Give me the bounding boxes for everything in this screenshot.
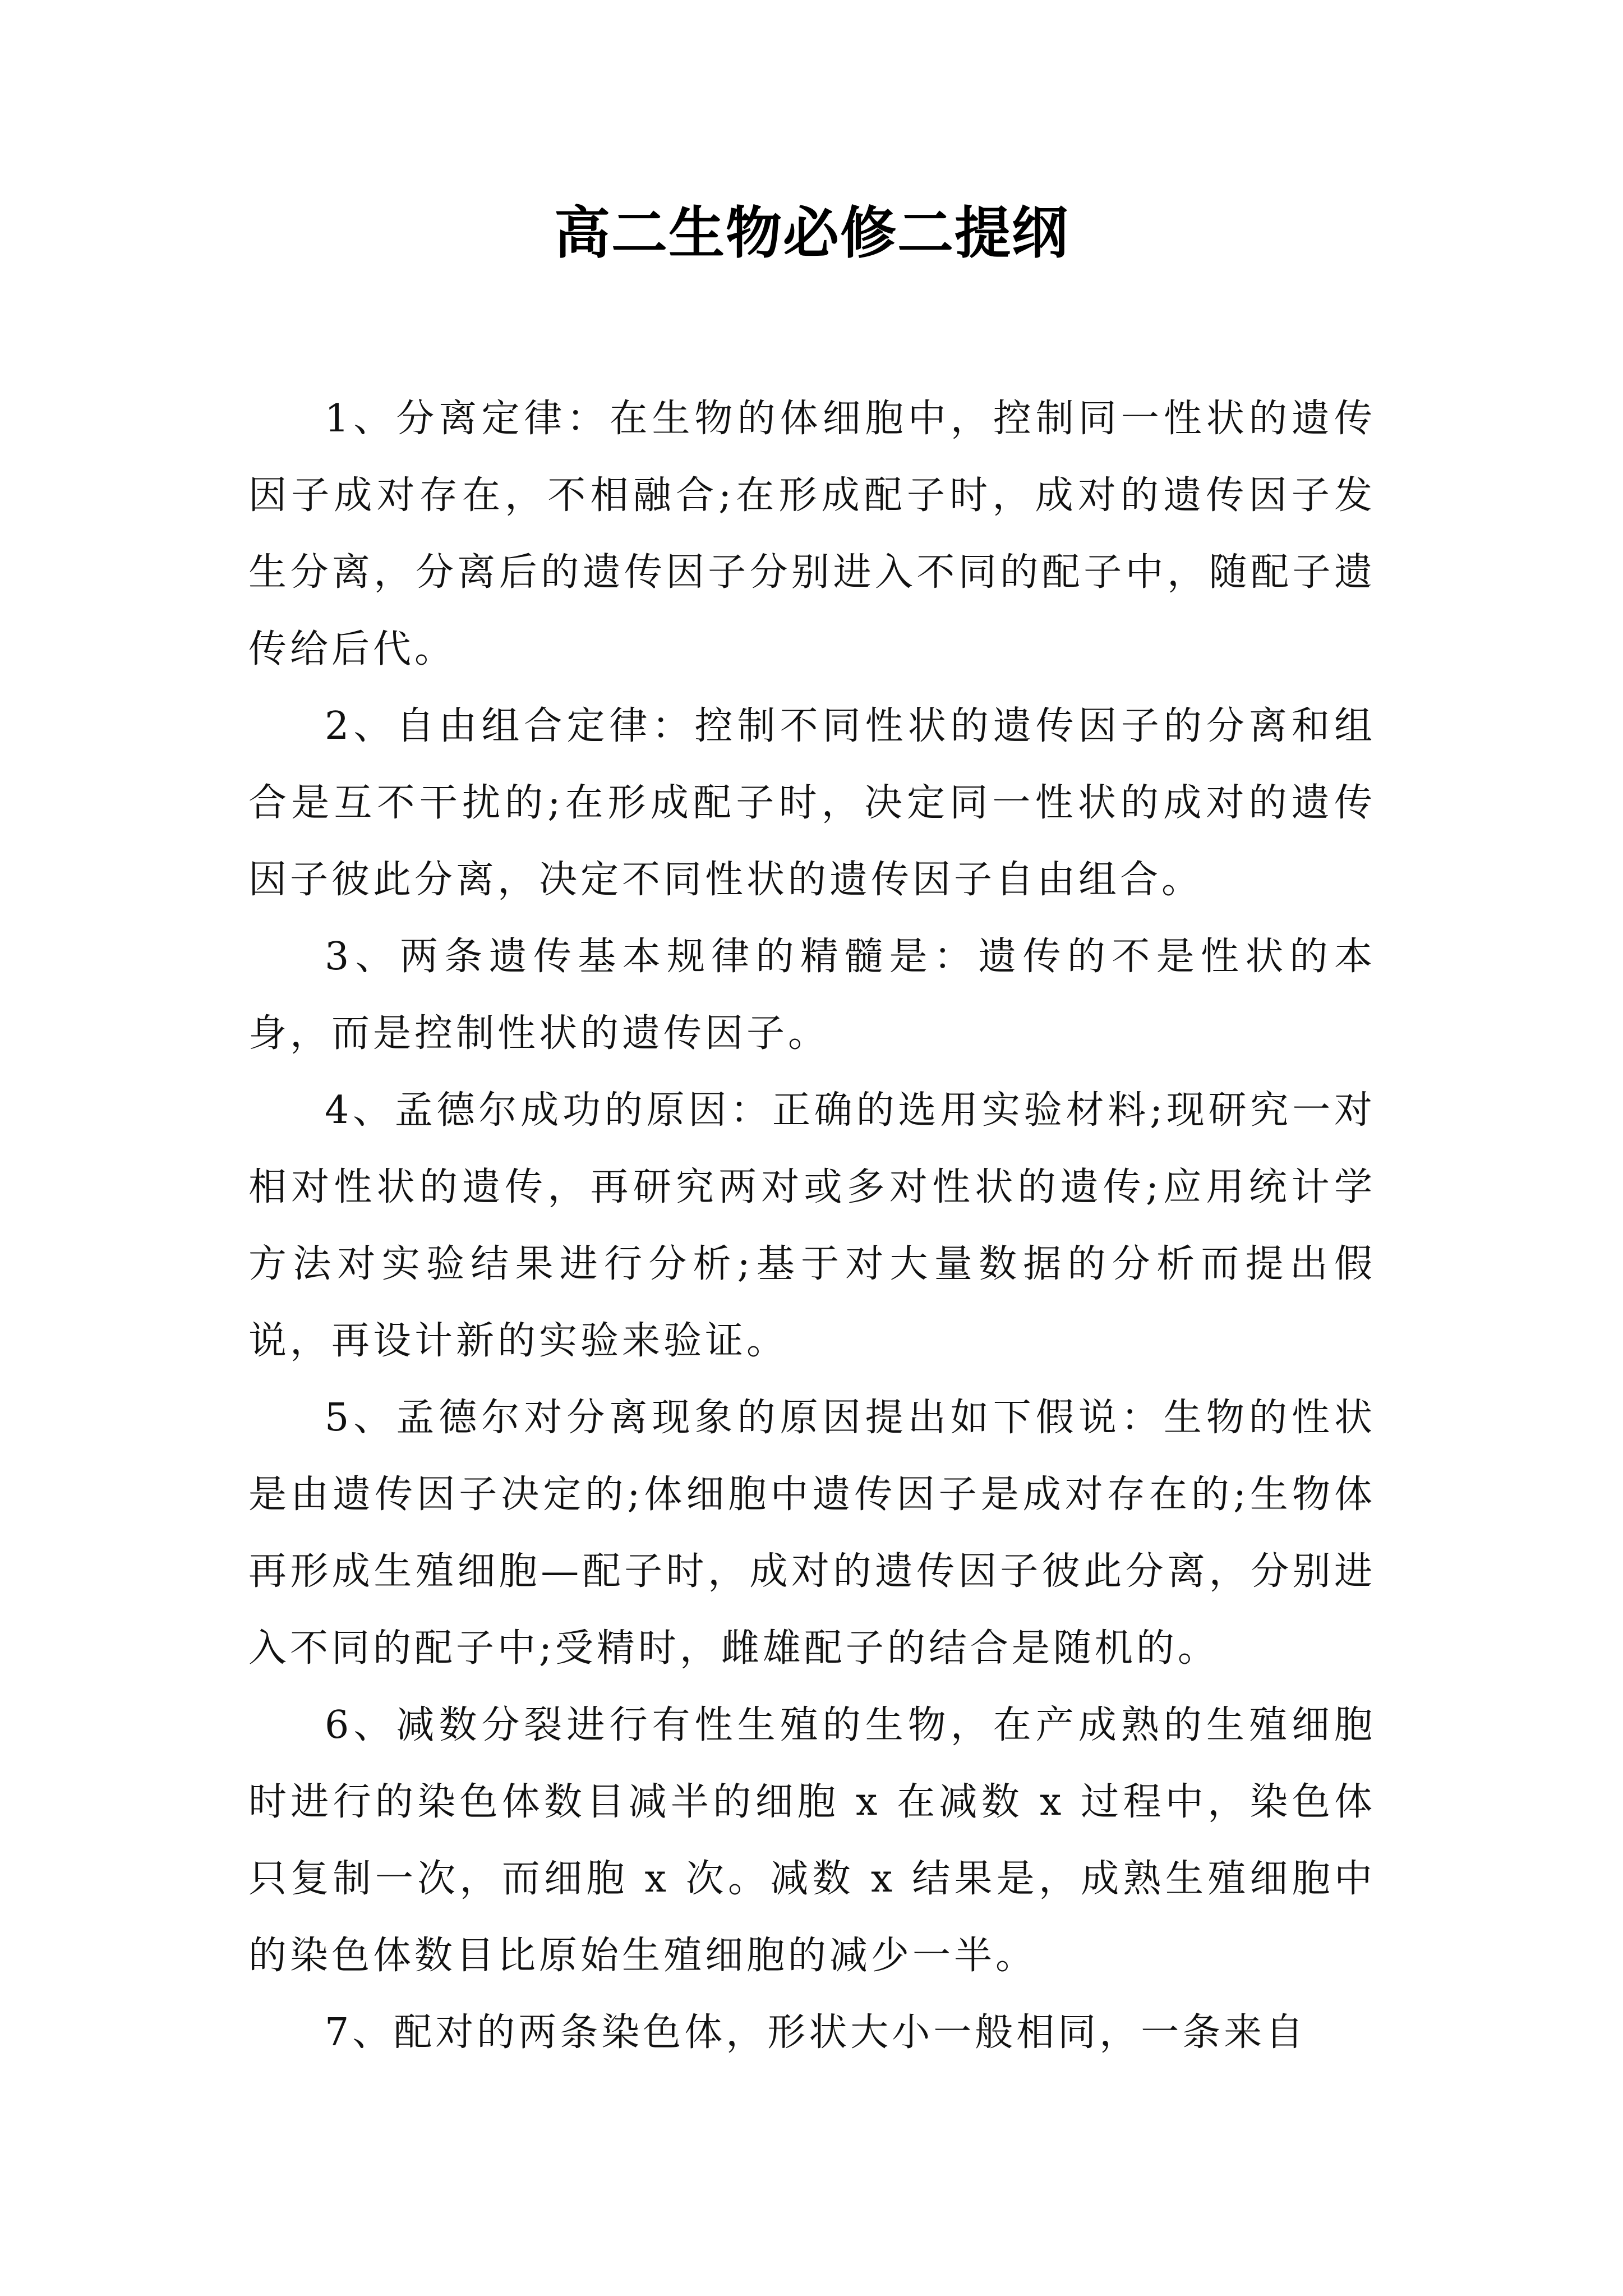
paragraph-2: 2、自由组合定律：控制不同性状的遗传因子的分离和组合是互不干扰的;在形成配子时，决定同一性状的成对的遗传因子彼此分离，决定不同性状的遗传因子自由组合。: [248, 704, 1376, 902]
document-body: [248, 380, 1376, 2071]
paragraph-5: 5、孟德尔对分离现象的原因提出如下假说：生物的性状是由遗传因子决定的;体细胞中遗传因子是成对存在的;生物体再形成生殖细胞—配子时，成对的遗传因子彼此分离，分别进入不同的配子中;受精时，雌雄配子的结合是随机的。: [248, 1396, 1376, 1671]
paragraph-7: 7、配对的两条染色体，形状大小一般相同，一条来自: [325, 2010, 1307, 2055]
paragraph-6: 6、减数分裂进行有性生殖的生物，在产成熟的生殖细胞时进行的染色体数目减半的细胞 x 在减数 x 过程中，染色体只复制一次，而细胞 x 次。减数 x 结果是，成熟生殖细胞中的染色体数目比原始生殖细胞的减少一半。: [248, 1703, 1376, 1978]
paragraph-4: 4、孟德尔成功的原因：正确的选用实验材料;现研究一对相对性状的遗传，再研究两对或多对性状的遗传;应用统计学方法对实验结果进行分析;基于对大量数据的分析而提出假说，再设计新的实验来验证。: [248, 1088, 1376, 1363]
document-title: 高二生物必修二提纲: [554, 200, 1069, 266]
paragraph-1: 1、分离定律：在生物的体细胞中，控制同一性状的遗传因子成对存在，不相融合;在形成配子时，成对的遗传因子发生分离，分离后的遗传因子分别进入不同的配子中，随配子遗传给后代。: [248, 397, 1376, 671]
paragraph-3: 3、两条遗传基本规律的精髓是：遗传的不是性状的本身，而是控制性状的遗传因子。: [248, 935, 1376, 1056]
